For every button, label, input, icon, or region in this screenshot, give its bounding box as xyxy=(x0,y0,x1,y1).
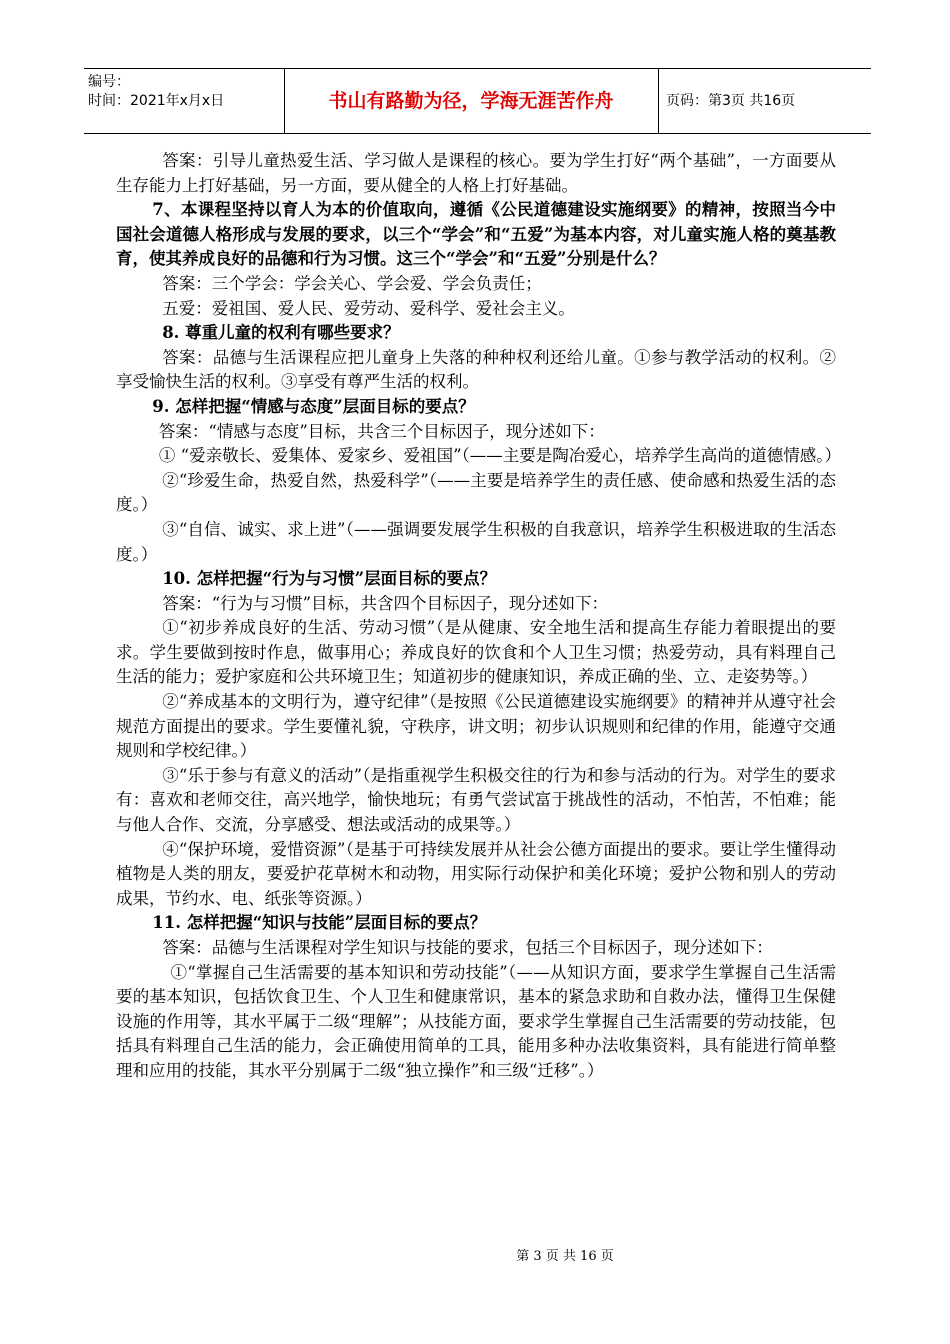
answer-10-item-3: ③“乐于参与有意义的活动”（是指重视学生积极交往的行为和参与活动的行为。对学生的要求有：喜欢和老师交往，高兴地学，愉快地玩；有勇气尝试富于挑战性的活动，不怕苦，不怕难；能与他人合作、交流，分享感受、想法或活动的成果等。） xyxy=(116,765,836,835)
header-meta xyxy=(88,73,284,111)
answer-10-item-2: ②“养成基本的文明行为，遵守纪律”（是按照《公民道德建设实施纲要》的精神并从遵守社会规范方面提出的要求。学生要懂礼貌，守秩序，讲文明；初步认识规则和纪律的作用，能遵守交通规则和学校纪律。） xyxy=(116,692,836,761)
answer-10-item-1: ①“初步养成良好的生活、劳动习惯”（是从健康、安全地生活和提高生存能力着眼提出的要求。学生要做到按时作息，做事用心；养成良好的饮食和个人卫生习惯；热爱劳动，具有料理自己生活的能力；爱护家庭和公共环境卫生；知道初步的健康知识，养成正确的坐、立、走姿势等。） xyxy=(116,618,836,687)
question-7: 7、本课程坚持以育人为本的价值取向，遵循《公民道德建设实施纲要》的精神，按照当今中国社会道德人格形成与发展的要求，以三个“学会”和“五爱”为基本内容，对儿童实施人格的奠基教育，使其养成良好的品德和行为习惯。这三个“学会”和“五爱”分别是什么？ xyxy=(116,200,836,269)
document-body xyxy=(116,149,842,1084)
answer-paragraph: 答案：引导儿童热爱生活、学习做人是课程的核心。要为学生打好“两个基础”，一方面要从生存能力上打好基础，另一方面，要从健全的人格上打好基础。 xyxy=(116,151,836,195)
page-header xyxy=(84,68,871,134)
answer-11: 答案：品德与生活课程对学生知识与技能的要求，包括三个目标因子，现分述如下： xyxy=(162,938,773,957)
header-page-number: 页码：第3页 共16页 xyxy=(666,93,796,109)
footer-page-number: 第 3 页 共 16 页 xyxy=(516,1249,614,1264)
answer-10-item-4: ④“保护环境，爱惜资源”（是基于可持续发展并从社会公德方面提出的要求。要让学生懂得动植物是人类的朋友，要爱护花草树木和动物，用实际行动保护和美化环境；爱护公物和别人的劳动成果，节约水、电、纸张等资源。） xyxy=(116,839,836,908)
answer-7-line-2: 五爱：爱祖国、爱人民、爱劳动、爱科学、爱社会主义。 xyxy=(162,298,575,318)
header-divider xyxy=(284,69,285,133)
question-11: 11. 怎样把握“知识与技能”层面目标的要点？ xyxy=(152,913,487,933)
document-number: 编号： xyxy=(88,74,130,90)
answer-7-line-1: 答案：三个学会：学会关心、学会爱、学会负责任； xyxy=(162,273,542,293)
answer-9-item-3: ③“自信、诚实、求上进”（——强调要发展学生积极的自我意识，培养学生积极进取的生活态度。） xyxy=(116,519,836,564)
header-motto: 书山有路勤为径，学海无涯苦作舟 xyxy=(328,90,614,112)
page-footer xyxy=(0,1245,950,1264)
header-divider xyxy=(658,69,659,133)
question-8: 8. 尊重儿童的权利有哪些要求？ xyxy=(162,323,400,343)
answer-9-item-2: ②“珍爱生命，热爱自然，热爱科学”（——主要是培养学生的责任感、使命感和热爱生活的态度。） xyxy=(116,470,836,515)
document-date: 时间：2021年x月x日 xyxy=(88,93,225,109)
answer-8: 答案：品德与生活课程应把儿童身上失落的种种权利还给儿童。①参与教学活动的权利。②享受愉快生活的权利。③享受有尊严生活的权利。 xyxy=(116,347,836,392)
answer-10: 答案：“行为与习惯”目标，共含四个目标因子，现分述如下： xyxy=(162,593,609,613)
answer-9-item-1: ① “爱亲敬长、爱集体、爱家乡、爱祖国”（——主要是陶冶爱心，培养学生高尚的道德情感。） xyxy=(158,446,842,466)
answer-11-item-1: ①“掌握自己生活需要的基本知识和劳动技能”（——从知识方面，要求学生掌握自己生活需要的基本知识，包括饮食卫生、个人卫生和健康常识，基本的紧急求助和自救办法，懂得卫生保健设施的作用等，其水平属于二级“理解”；从技能方面，要求学生掌握自己生活需要的劳动技能，包括具有料理自己生活的能力，会正确使用简单的工具，能用多种办法收集资料，具有能进行简单整理和应用的技能，其水平分别属于二级“独立操作”和三级“迁移”。） xyxy=(116,962,836,1080)
answer-9: 答案：“情感与态度”目标，共含三个目标因子，现分述如下： xyxy=(158,421,605,441)
question-10: 10. 怎样把握“行为与习惯”层面目标的要点？ xyxy=(162,569,497,589)
question-9: 9. 怎样把握“情感与态度”层面目标的要点？ xyxy=(152,396,475,416)
